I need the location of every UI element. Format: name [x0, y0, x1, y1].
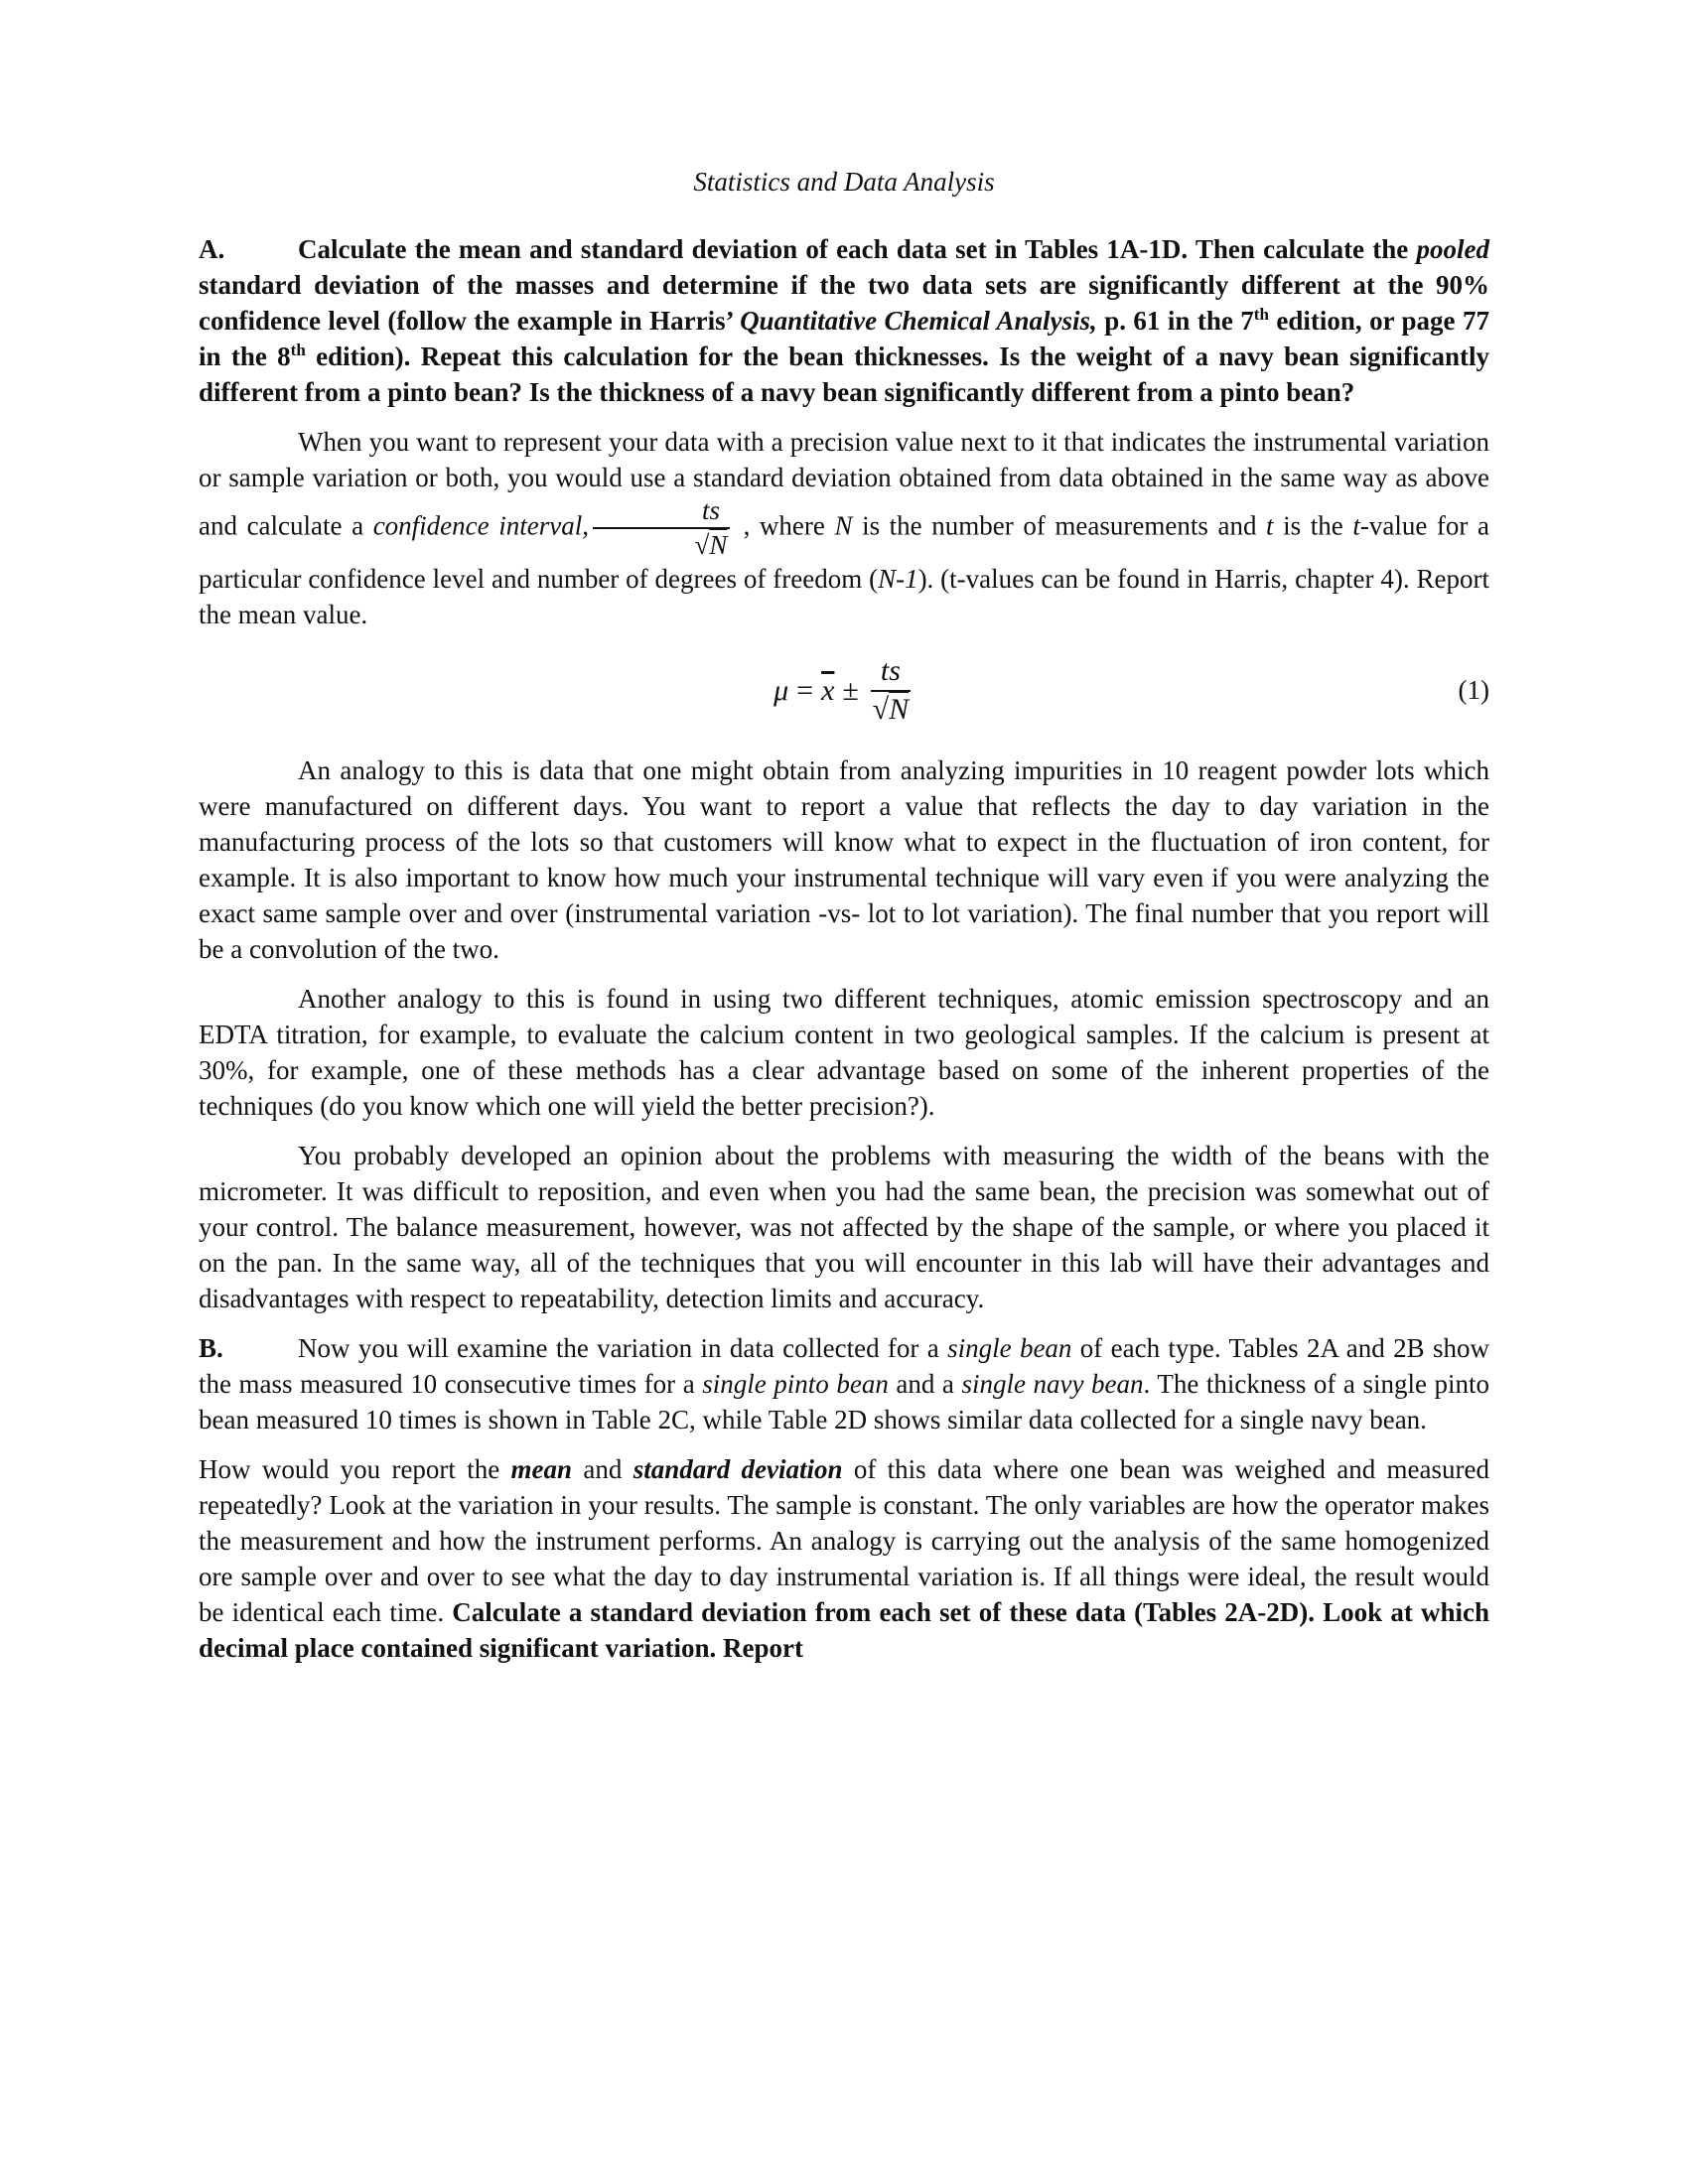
text-run: of this data where one bean was weighed and measured repeatedly? Look at the variation in your results. The sample is constant. The only variables are how the operator makes the measurement and how the instrument performs. An analogy is carrying out the analysis of the same homogenized ore sample over and over to see what the day to day instrumental variation is. If all things were ideal, the result would be identical each time.: [199, 1454, 1489, 1628]
text-run: and: [572, 1454, 633, 1485]
plus-minus-sign: ±: [842, 673, 859, 707]
paragraph-micrometer-opinion: [199, 1138, 1489, 1316]
paragraph-two-techniques-analogy: [199, 981, 1489, 1124]
text-run: You probably developed an opinion about the problems with measuring the width of the beans with the micrometer. It was difficult to reposition, and even when you had the same bean, the precision was somewhat out of your control. The balance measurement, however, was not affected by the shape of the sample, or where you placed it on the pan. In the same way, all of the techniques that you will encounter in this lab will have their advantages and disadvantages with respect to repeatability, detection limits and accuracy.: [199, 1141, 1489, 1314]
equation-expression: [774, 654, 914, 727]
document-title: Statistics and Data Analysis: [693, 167, 995, 197]
text-run: Calculate the mean and standard deviation of each data set in Tables 1A-1D. Then calculate the: [298, 234, 1417, 264]
text-run: When you want to represent your data with a precision value next to it that indicates the instrumental variation or sample variation or both, you would use a standard deviation obtained from data obtained in the same way as above and calculate a: [199, 427, 1489, 541]
text-run: th: [290, 341, 306, 359]
text-run: is the number of measurements and: [852, 510, 1267, 541]
section-label-b: B.: [199, 1333, 223, 1364]
paragraph-how-to-report: [199, 1451, 1489, 1666]
equals-sign: =: [796, 673, 814, 707]
text-run: edition). Repeat this calculation for the bean thicknesses. Is the weight of a navy bean significantly different from a pinto bean? Is the thickness of a navy bean significantly different from a pinto bean?: [199, 341, 1490, 407]
document-body: [199, 231, 1489, 1666]
paragraph-reagent-lots-analogy: [199, 752, 1489, 967]
text-run: , where: [733, 510, 835, 541]
paragraph-a: [199, 231, 1489, 410]
text-run: . The thickness of a single pinto bean measured 10 times is shown in Table 2C, while Table 2D shows similar data collected for a single navy bean.: [199, 1369, 1490, 1435]
paragraph-b: [199, 1330, 1489, 1437]
text-run: Quantitative Chemical Analysis,: [740, 306, 1097, 336]
document-content: [199, 167, 1489, 1680]
text-run: single bean: [947, 1333, 1072, 1364]
text-run: pooled: [1416, 234, 1489, 264]
text-run: An analogy to this is data that one might obtain from analyzing impurities in 10 reagent powder lots which were manufactured on different days. You want to report a value that reflects the day to day variation in the manufacturing process of the lots so that customers will know what to expect in the fluctuation of iron content, for example. It is also important to know how much your instrumental technique will vary even if you were analyzing the exact same sample over and over (instrumental variation -vs- lot to lot variation). The final number that you report will be a convolution of the two.: [199, 755, 1489, 965]
text-run: is the: [1273, 510, 1353, 541]
text-run: N-1: [878, 564, 918, 595]
text-run: N: [834, 510, 853, 541]
text-run: edition, or page 77 in the 8: [199, 306, 1489, 371]
text-run: confidence interval,: [372, 510, 589, 541]
text-run: -value for a particular confidence level and number of degrees of freedom (: [199, 510, 1489, 595]
equation-fraction: $\frac{ts}{√N}$: [872, 654, 910, 726]
text-run: Now you will examine the variation in data collected for a: [298, 1333, 948, 1364]
text-run: t: [1266, 510, 1274, 541]
text-run: mean: [510, 1454, 573, 1485]
section-label-a: A.: [199, 234, 225, 264]
text-run: th: [1253, 305, 1269, 324]
text-run: p. 61 in the 7: [1096, 306, 1254, 336]
text-run: t: [1352, 510, 1360, 541]
text-run: Calculate a standard deviation from each set of these data (Tables 2A-2D). Look at which decimal place contained significant variation. Report: [199, 1597, 1489, 1664]
mu-symbol: μ: [774, 673, 789, 707]
text-run: ). (t-values can be found in Harris, chapter 4). Report the mean value.: [199, 564, 1489, 630]
text-run: and a: [888, 1369, 962, 1400]
x-bar-symbol: $\overline{x}$: [821, 673, 835, 707]
text-run: of each type. Tables 2A and 2B show the mass measured 10 consecutive times for a: [199, 1333, 1489, 1400]
equation-number: (1): [1458, 675, 1490, 706]
text-run: single navy bean: [961, 1369, 1144, 1400]
text-run: standard deviation: [633, 1454, 843, 1485]
equation-1: [199, 654, 1489, 727]
text-run: How would you report the: [199, 1454, 511, 1485]
text-run: single pinto bean: [702, 1369, 889, 1400]
inline-fraction: $\frac{ts}{√N}$: [593, 495, 730, 561]
paragraph-confidence-interval: [199, 424, 1489, 632]
text-run: Another analogy to this is found in using two different techniques, atomic emission spectroscopy and an EDTA titration, for example, to evaluate the calcium content in two geological samples. If the calcium is present at 30%, for example, one of these methods has a clear advantage based on some of the inherent properties of the techniques (do you know which one will yield the better precision?).: [199, 984, 1489, 1122]
text-run: standard deviation of the masses and determine if the two data sets are significantly different at the 90% confidence level (follow the example in Harris’: [199, 270, 1489, 336]
